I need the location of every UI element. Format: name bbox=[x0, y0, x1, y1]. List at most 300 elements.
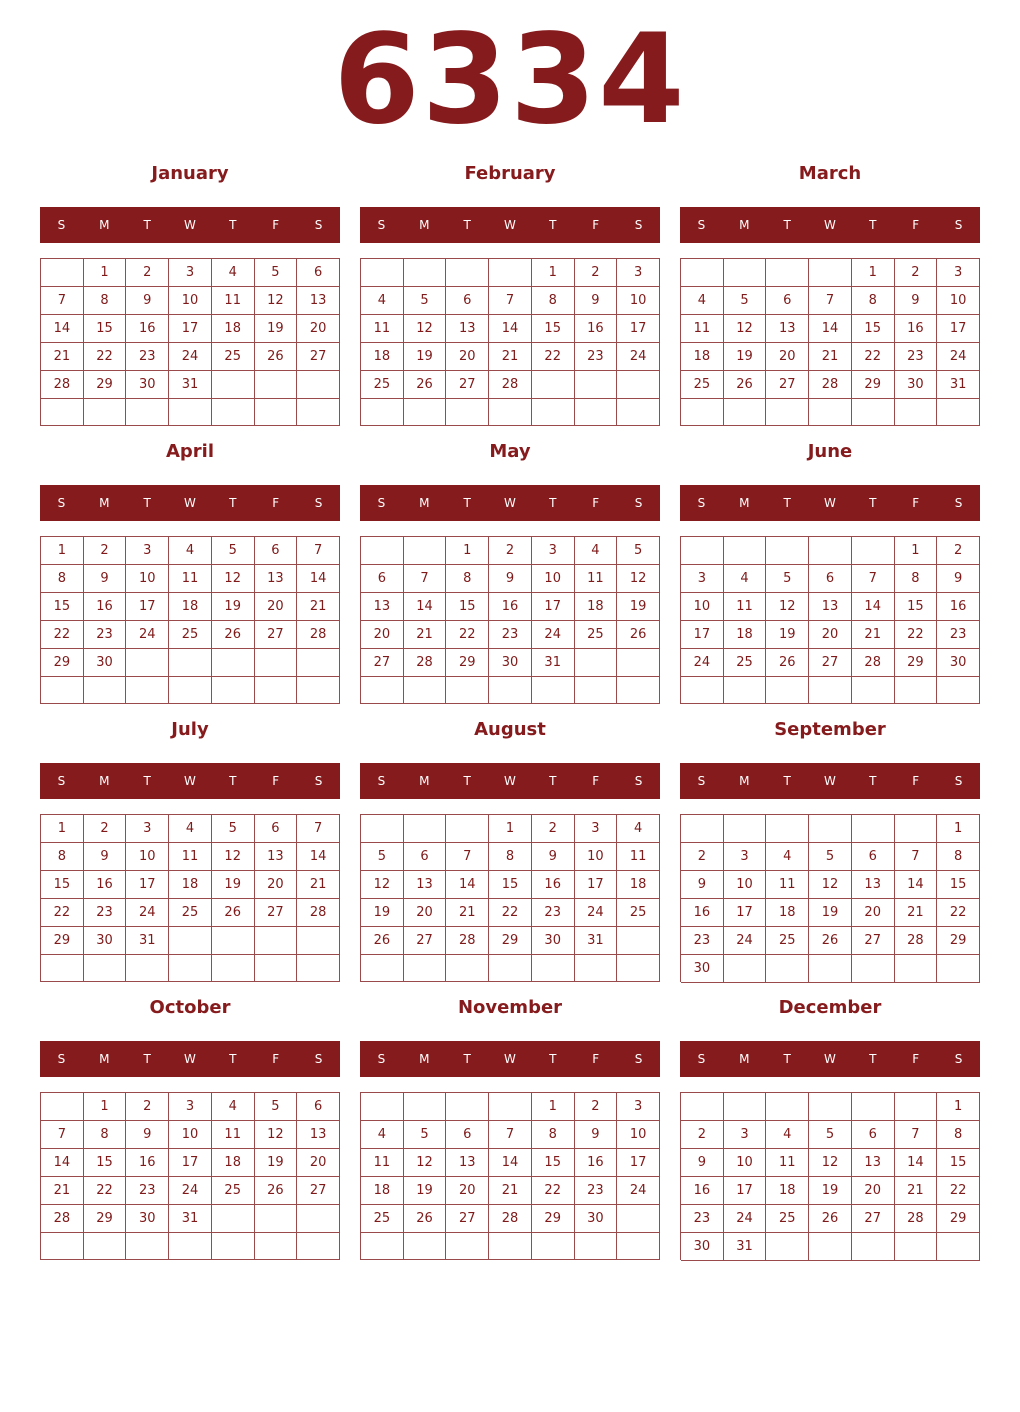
day-cell: 16 bbox=[84, 871, 127, 899]
empty-day-cell bbox=[446, 677, 489, 704]
empty-day-cell bbox=[895, 1093, 938, 1121]
day-cell: 30 bbox=[84, 927, 127, 955]
day-cell: 1 bbox=[852, 259, 895, 287]
empty-day-cell bbox=[361, 1233, 404, 1260]
day-cell: 18 bbox=[766, 899, 809, 927]
empty-day-cell bbox=[895, 955, 938, 983]
empty-day-cell bbox=[852, 1093, 895, 1121]
empty-day-cell bbox=[532, 371, 575, 399]
day-cell: 7 bbox=[895, 843, 938, 871]
day-cell: 3 bbox=[169, 1093, 212, 1121]
weekday-label: M bbox=[419, 774, 430, 788]
day-grid bbox=[360, 258, 660, 426]
day-cell: 5 bbox=[361, 843, 404, 871]
day-cell: 22 bbox=[852, 343, 895, 371]
empty-day-cell bbox=[937, 1233, 980, 1261]
day-cell: 6 bbox=[852, 843, 895, 871]
day-cell: 22 bbox=[532, 1177, 575, 1205]
day-cell: 10 bbox=[617, 1121, 660, 1149]
day-cell: 17 bbox=[575, 871, 618, 899]
day-cell: 1 bbox=[41, 537, 84, 565]
weekday-label: T bbox=[549, 1052, 557, 1066]
day-cell: 26 bbox=[404, 1205, 447, 1233]
weekday-label: T bbox=[229, 218, 237, 232]
day-cell: 20 bbox=[809, 621, 852, 649]
empty-day-cell bbox=[126, 955, 169, 982]
day-cell: 26 bbox=[809, 1205, 852, 1233]
weekday-label: T bbox=[549, 218, 557, 232]
day-cell: 8 bbox=[84, 1121, 127, 1149]
weekday-label: M bbox=[99, 218, 110, 232]
weekday-label: T bbox=[463, 496, 471, 510]
day-cell: 28 bbox=[297, 899, 340, 927]
empty-day-cell bbox=[681, 677, 724, 704]
day-cell: 16 bbox=[575, 315, 618, 343]
day-cell: 13 bbox=[361, 593, 404, 621]
day-cell: 12 bbox=[766, 593, 809, 621]
day-cell: 19 bbox=[404, 343, 447, 371]
day-cell: 4 bbox=[724, 565, 767, 593]
day-cell: 6 bbox=[446, 1121, 489, 1149]
day-cell: 14 bbox=[41, 315, 84, 343]
weekday-label: S bbox=[57, 1052, 66, 1066]
day-cell: 28 bbox=[297, 621, 340, 649]
weekday-label: S bbox=[377, 218, 386, 232]
empty-day-cell bbox=[361, 1093, 404, 1121]
day-cell: 26 bbox=[809, 927, 852, 955]
weekday-label: F bbox=[912, 496, 920, 510]
day-cell: 11 bbox=[575, 565, 618, 593]
weekday-label: F bbox=[272, 496, 280, 510]
empty-day-cell bbox=[937, 399, 980, 426]
day-cell: 4 bbox=[169, 537, 212, 565]
day-cell: 2 bbox=[126, 259, 169, 287]
weekday-label: T bbox=[463, 218, 471, 232]
empty-day-cell bbox=[617, 1233, 660, 1260]
day-cell: 11 bbox=[617, 843, 660, 871]
weekday-header bbox=[40, 1041, 340, 1077]
day-cell: 1 bbox=[895, 537, 938, 565]
month-title: May bbox=[489, 441, 531, 462]
day-cell: 24 bbox=[126, 899, 169, 927]
day-cell: 27 bbox=[809, 649, 852, 677]
day-cell: 3 bbox=[724, 1121, 767, 1149]
day-cell: 23 bbox=[575, 343, 618, 371]
day-cell: 1 bbox=[937, 815, 980, 843]
day-cell: 1 bbox=[532, 259, 575, 287]
empty-day-cell bbox=[126, 1233, 169, 1260]
empty-day-cell bbox=[532, 677, 575, 704]
day-cell: 9 bbox=[489, 565, 532, 593]
day-cell: 30 bbox=[489, 649, 532, 677]
empty-day-cell bbox=[532, 399, 575, 426]
day-cell: 15 bbox=[84, 1149, 127, 1177]
day-cell: 1 bbox=[532, 1093, 575, 1121]
day-cell: 14 bbox=[489, 315, 532, 343]
day-cell: 23 bbox=[937, 621, 980, 649]
day-cell: 11 bbox=[724, 593, 767, 621]
day-cell: 4 bbox=[617, 815, 660, 843]
empty-day-cell bbox=[617, 1205, 660, 1233]
empty-day-cell bbox=[169, 399, 212, 426]
empty-day-cell bbox=[681, 1093, 724, 1121]
weekday-label: T bbox=[143, 218, 151, 232]
weekday-label: S bbox=[634, 774, 643, 788]
day-cell: 27 bbox=[255, 899, 298, 927]
day-cell: 9 bbox=[681, 871, 724, 899]
day-cell: 1 bbox=[84, 1093, 127, 1121]
empty-day-cell bbox=[617, 371, 660, 399]
weekday-label: M bbox=[739, 1052, 750, 1066]
day-cell: 4 bbox=[361, 1121, 404, 1149]
empty-day-cell bbox=[255, 371, 298, 399]
empty-day-cell bbox=[41, 399, 84, 426]
weekday-header bbox=[360, 1041, 660, 1077]
day-cell: 19 bbox=[809, 1177, 852, 1205]
day-cell: 21 bbox=[446, 899, 489, 927]
day-cell: 10 bbox=[126, 843, 169, 871]
day-cell: 16 bbox=[937, 593, 980, 621]
day-cell: 10 bbox=[126, 565, 169, 593]
empty-day-cell bbox=[724, 677, 767, 704]
weekday-label: T bbox=[869, 1052, 877, 1066]
day-cell: 24 bbox=[126, 621, 169, 649]
day-cell: 5 bbox=[212, 815, 255, 843]
day-cell: 8 bbox=[489, 843, 532, 871]
empty-day-cell bbox=[255, 649, 298, 677]
day-cell: 29 bbox=[84, 371, 127, 399]
day-cell: 21 bbox=[489, 1177, 532, 1205]
day-cell: 13 bbox=[297, 287, 340, 315]
weekday-label: M bbox=[419, 1052, 430, 1066]
day-cell: 16 bbox=[532, 871, 575, 899]
day-cell: 8 bbox=[41, 565, 84, 593]
day-cell: 21 bbox=[895, 899, 938, 927]
day-cell: 24 bbox=[937, 343, 980, 371]
day-cell: 13 bbox=[255, 565, 298, 593]
day-cell: 5 bbox=[404, 287, 447, 315]
day-cell: 10 bbox=[169, 1121, 212, 1149]
weekday-label: S bbox=[697, 218, 706, 232]
day-cell: 20 bbox=[446, 1177, 489, 1205]
empty-day-cell bbox=[681, 537, 724, 565]
empty-day-cell bbox=[809, 537, 852, 565]
month-title: January bbox=[151, 163, 229, 184]
day-cell: 25 bbox=[766, 927, 809, 955]
empty-day-cell bbox=[937, 955, 980, 983]
day-cell: 18 bbox=[361, 343, 404, 371]
day-cell: 12 bbox=[255, 1121, 298, 1149]
day-cell: 14 bbox=[404, 593, 447, 621]
day-cell: 8 bbox=[852, 287, 895, 315]
day-cell: 24 bbox=[169, 1177, 212, 1205]
day-cell: 13 bbox=[255, 843, 298, 871]
day-cell: 19 bbox=[766, 621, 809, 649]
day-cell: 7 bbox=[41, 1121, 84, 1149]
weekday-label: T bbox=[143, 496, 151, 510]
weekday-label: F bbox=[272, 774, 280, 788]
empty-day-cell bbox=[41, 677, 84, 704]
weekday-header bbox=[40, 207, 340, 243]
day-cell: 5 bbox=[809, 1121, 852, 1149]
empty-day-cell bbox=[297, 1233, 340, 1260]
day-grid bbox=[40, 536, 340, 704]
day-cell: 22 bbox=[446, 621, 489, 649]
empty-day-cell bbox=[169, 955, 212, 982]
empty-day-cell bbox=[852, 815, 895, 843]
day-cell: 30 bbox=[575, 1205, 618, 1233]
weekday-label: W bbox=[504, 774, 516, 788]
day-cell: 11 bbox=[766, 1149, 809, 1177]
weekday-label: T bbox=[783, 1052, 791, 1066]
day-cell: 17 bbox=[126, 871, 169, 899]
day-grid bbox=[680, 1092, 980, 1260]
empty-day-cell bbox=[809, 1093, 852, 1121]
empty-day-cell bbox=[489, 1093, 532, 1121]
day-cell: 8 bbox=[937, 843, 980, 871]
empty-day-cell bbox=[766, 1233, 809, 1261]
day-cell: 2 bbox=[84, 815, 127, 843]
day-cell: 26 bbox=[617, 621, 660, 649]
day-cell: 9 bbox=[937, 565, 980, 593]
empty-day-cell bbox=[404, 677, 447, 704]
weekday-header bbox=[360, 207, 660, 243]
empty-day-cell bbox=[212, 1233, 255, 1260]
day-cell: 25 bbox=[169, 621, 212, 649]
day-grid bbox=[360, 814, 660, 982]
day-cell: 13 bbox=[852, 871, 895, 899]
day-cell: 23 bbox=[489, 621, 532, 649]
day-grid bbox=[360, 536, 660, 704]
empty-day-cell bbox=[766, 259, 809, 287]
day-cell: 30 bbox=[937, 649, 980, 677]
day-grid bbox=[40, 258, 340, 426]
day-cell: 6 bbox=[852, 1121, 895, 1149]
day-cell: 20 bbox=[852, 1177, 895, 1205]
month-title: February bbox=[464, 163, 556, 184]
day-cell: 11 bbox=[169, 843, 212, 871]
empty-day-cell bbox=[41, 1233, 84, 1260]
day-cell: 28 bbox=[446, 927, 489, 955]
day-cell: 21 bbox=[297, 871, 340, 899]
empty-day-cell bbox=[617, 955, 660, 982]
day-cell: 10 bbox=[169, 287, 212, 315]
day-cell: 2 bbox=[126, 1093, 169, 1121]
empty-day-cell bbox=[575, 677, 618, 704]
weekday-label: M bbox=[99, 496, 110, 510]
day-cell: 29 bbox=[84, 1205, 127, 1233]
day-cell: 21 bbox=[809, 343, 852, 371]
day-grid bbox=[40, 814, 340, 982]
day-cell: 28 bbox=[895, 1205, 938, 1233]
weekday-header bbox=[360, 485, 660, 521]
empty-day-cell bbox=[766, 537, 809, 565]
day-cell: 21 bbox=[852, 621, 895, 649]
day-cell: 12 bbox=[404, 1149, 447, 1177]
empty-day-cell bbox=[297, 371, 340, 399]
day-cell: 19 bbox=[212, 871, 255, 899]
empty-day-cell bbox=[361, 399, 404, 426]
day-cell: 18 bbox=[169, 593, 212, 621]
day-cell: 15 bbox=[532, 315, 575, 343]
day-cell: 17 bbox=[532, 593, 575, 621]
day-cell: 21 bbox=[41, 1177, 84, 1205]
empty-day-cell bbox=[575, 399, 618, 426]
day-cell: 6 bbox=[361, 565, 404, 593]
empty-day-cell bbox=[404, 1233, 447, 1260]
weekday-label: F bbox=[592, 218, 600, 232]
day-cell: 25 bbox=[212, 1177, 255, 1205]
day-cell: 1 bbox=[446, 537, 489, 565]
weekday-label: T bbox=[783, 496, 791, 510]
day-cell: 22 bbox=[532, 343, 575, 371]
empty-day-cell bbox=[297, 649, 340, 677]
day-cell: 5 bbox=[255, 1093, 298, 1121]
day-cell: 30 bbox=[126, 1205, 169, 1233]
empty-day-cell bbox=[575, 1233, 618, 1260]
day-cell: 23 bbox=[84, 621, 127, 649]
day-cell: 27 bbox=[297, 1177, 340, 1205]
month-title: March bbox=[798, 163, 862, 184]
empty-day-cell bbox=[126, 649, 169, 677]
empty-day-cell bbox=[532, 955, 575, 982]
day-cell: 29 bbox=[446, 649, 489, 677]
empty-day-cell bbox=[41, 955, 84, 982]
empty-day-cell bbox=[532, 1233, 575, 1260]
day-cell: 7 bbox=[809, 287, 852, 315]
empty-day-cell bbox=[255, 927, 298, 955]
weekday-label: S bbox=[57, 774, 66, 788]
day-cell: 26 bbox=[724, 371, 767, 399]
day-cell: 4 bbox=[212, 259, 255, 287]
day-cell: 13 bbox=[852, 1149, 895, 1177]
day-cell: 12 bbox=[404, 315, 447, 343]
day-cell: 12 bbox=[255, 287, 298, 315]
day-cell: 6 bbox=[297, 259, 340, 287]
day-cell: 1 bbox=[937, 1093, 980, 1121]
empty-day-cell bbox=[724, 955, 767, 983]
day-cell: 31 bbox=[724, 1233, 767, 1261]
day-cell: 3 bbox=[126, 537, 169, 565]
day-cell: 2 bbox=[489, 537, 532, 565]
empty-day-cell bbox=[297, 955, 340, 982]
day-cell: 5 bbox=[255, 259, 298, 287]
day-cell: 2 bbox=[895, 259, 938, 287]
day-cell: 14 bbox=[852, 593, 895, 621]
weekday-label: T bbox=[549, 496, 557, 510]
day-cell: 2 bbox=[84, 537, 127, 565]
day-cell: 23 bbox=[895, 343, 938, 371]
empty-day-cell bbox=[255, 955, 298, 982]
empty-day-cell bbox=[724, 399, 767, 426]
day-cell: 26 bbox=[404, 371, 447, 399]
day-cell: 20 bbox=[361, 621, 404, 649]
empty-day-cell bbox=[446, 815, 489, 843]
day-cell: 22 bbox=[84, 1177, 127, 1205]
day-cell: 14 bbox=[895, 1149, 938, 1177]
empty-day-cell bbox=[724, 1093, 767, 1121]
day-cell: 23 bbox=[575, 1177, 618, 1205]
day-cell: 28 bbox=[809, 371, 852, 399]
weekday-label: M bbox=[739, 496, 750, 510]
empty-day-cell bbox=[84, 677, 127, 704]
day-cell: 4 bbox=[575, 537, 618, 565]
day-cell: 6 bbox=[766, 287, 809, 315]
empty-day-cell bbox=[895, 1233, 938, 1261]
day-cell: 21 bbox=[404, 621, 447, 649]
weekday-label: M bbox=[739, 774, 750, 788]
day-cell: 21 bbox=[297, 593, 340, 621]
weekday-label: W bbox=[504, 218, 516, 232]
weekday-label: S bbox=[954, 218, 963, 232]
empty-day-cell bbox=[617, 677, 660, 704]
day-cell: 6 bbox=[297, 1093, 340, 1121]
empty-day-cell bbox=[212, 955, 255, 982]
day-cell: 18 bbox=[361, 1177, 404, 1205]
day-cell: 7 bbox=[297, 815, 340, 843]
empty-day-cell bbox=[255, 399, 298, 426]
empty-day-cell bbox=[404, 537, 447, 565]
weekday-label: S bbox=[697, 774, 706, 788]
weekday-label: F bbox=[272, 1052, 280, 1066]
weekday-label: S bbox=[634, 496, 643, 510]
day-cell: 24 bbox=[617, 1177, 660, 1205]
day-cell: 10 bbox=[617, 287, 660, 315]
month-title: August bbox=[474, 719, 546, 740]
day-cell: 12 bbox=[617, 565, 660, 593]
empty-day-cell bbox=[404, 259, 447, 287]
day-cell: 31 bbox=[169, 1205, 212, 1233]
weekday-label: M bbox=[419, 218, 430, 232]
day-cell: 21 bbox=[489, 343, 532, 371]
empty-day-cell bbox=[297, 677, 340, 704]
day-cell: 11 bbox=[361, 315, 404, 343]
day-cell: 4 bbox=[212, 1093, 255, 1121]
weekday-label: M bbox=[99, 1052, 110, 1066]
day-cell: 10 bbox=[575, 843, 618, 871]
weekday-label: S bbox=[697, 496, 706, 510]
empty-day-cell bbox=[489, 677, 532, 704]
day-cell: 20 bbox=[297, 1149, 340, 1177]
day-cell: 8 bbox=[532, 287, 575, 315]
weekday-label: M bbox=[419, 496, 430, 510]
day-cell: 8 bbox=[937, 1121, 980, 1149]
empty-day-cell bbox=[809, 1233, 852, 1261]
day-cell: 2 bbox=[575, 259, 618, 287]
day-cell: 14 bbox=[297, 565, 340, 593]
empty-day-cell bbox=[809, 677, 852, 704]
weekday-label: T bbox=[463, 774, 471, 788]
day-cell: 8 bbox=[84, 287, 127, 315]
day-cell: 14 bbox=[297, 843, 340, 871]
day-cell: 1 bbox=[489, 815, 532, 843]
day-cell: 5 bbox=[617, 537, 660, 565]
day-cell: 13 bbox=[446, 315, 489, 343]
empty-day-cell bbox=[766, 1093, 809, 1121]
weekday-label: S bbox=[314, 1052, 323, 1066]
day-cell: 9 bbox=[575, 287, 618, 315]
day-cell: 27 bbox=[766, 371, 809, 399]
empty-day-cell bbox=[361, 537, 404, 565]
day-grid bbox=[360, 1092, 660, 1260]
day-cell: 29 bbox=[41, 649, 84, 677]
day-cell: 5 bbox=[724, 287, 767, 315]
day-cell: 23 bbox=[126, 1177, 169, 1205]
day-cell: 26 bbox=[361, 927, 404, 955]
day-cell: 13 bbox=[446, 1149, 489, 1177]
day-cell: 25 bbox=[724, 649, 767, 677]
day-cell: 16 bbox=[126, 315, 169, 343]
